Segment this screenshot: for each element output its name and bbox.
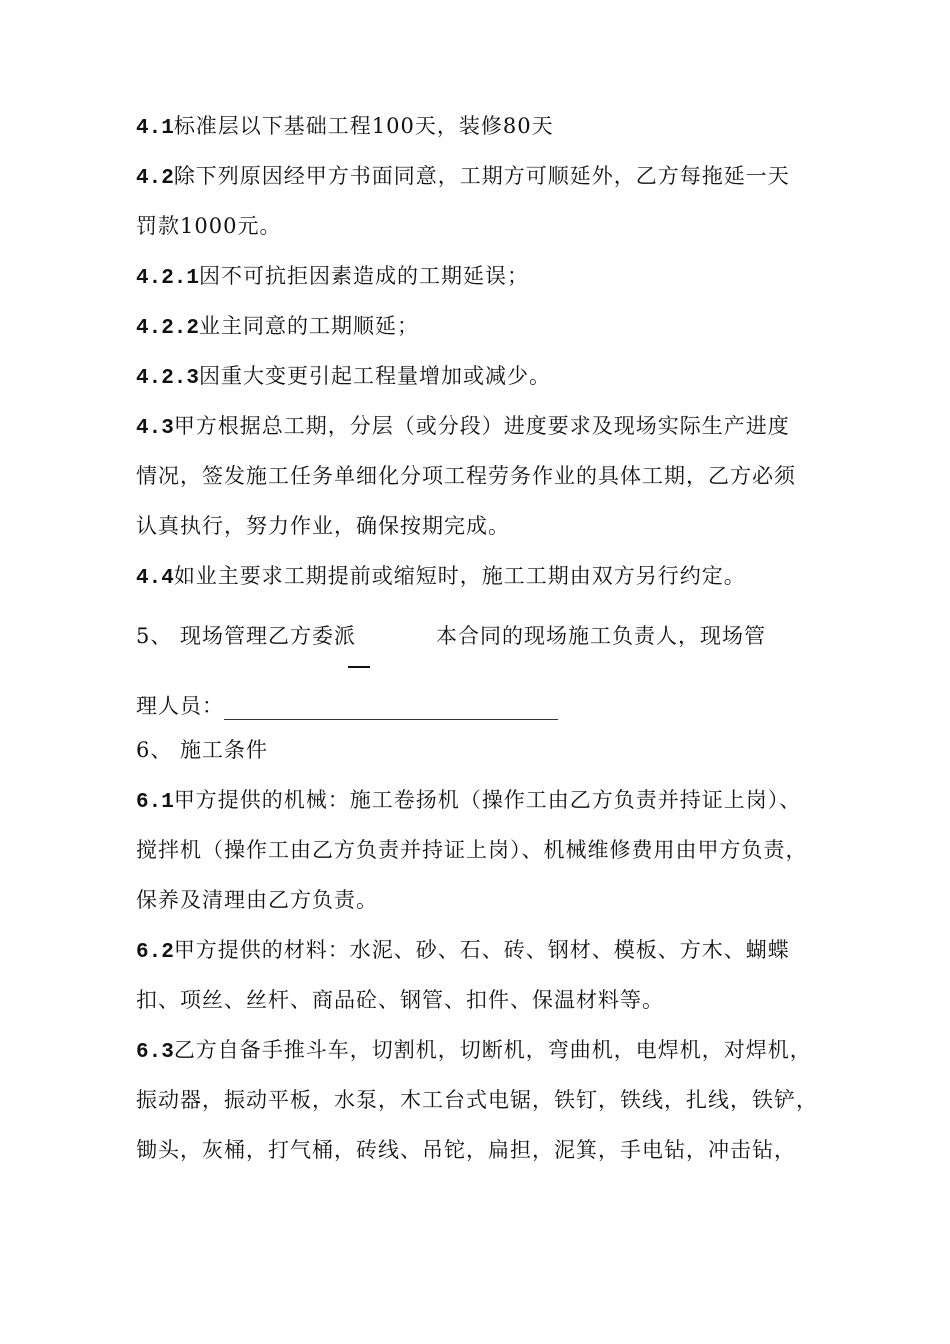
clause-4-2 xyxy=(136,162,790,193)
clause-4-2-1 xyxy=(136,262,529,293)
section-5-cont xyxy=(136,692,558,720)
clause-4-1 xyxy=(136,112,554,143)
clause-text: 锄头，灰桶，打气桶，砖线、吊铊，扁担，泥箕，手电钻，冲击钻， xyxy=(136,1138,796,1162)
clause-4-2-cont xyxy=(136,212,281,240)
clause-number: 4.2.2 xyxy=(136,317,200,340)
clause-text: 罚款1000元。 xyxy=(136,214,282,238)
clause-4-4 xyxy=(136,562,746,593)
clause-6-1-cont1 xyxy=(136,836,808,864)
clause-number: 4.2.1 xyxy=(136,267,200,290)
clause-text: 乙方自备手推斗车，切割机，切断机，弯曲机，电焊机，对焊机， xyxy=(173,1038,812,1062)
clause-number: 4.3 xyxy=(136,417,174,440)
clause-6-1 xyxy=(136,786,801,817)
section-5-prefix: 5、 现场管理乙方委派 xyxy=(136,624,357,648)
clause-4-3 xyxy=(136,412,790,443)
clause-text: 甲方提供的机械：施工卷扬机（操作工由乙方负责并持证上岗）、 xyxy=(173,788,802,812)
staff-blank-field xyxy=(224,701,558,720)
clause-text: 扣、项丝、丝杆、商品砼、钢管、扣件、保温材料等。 xyxy=(136,988,664,1012)
clause-6-3 xyxy=(136,1036,812,1067)
clause-text: 标准层以下基础工程100天，装修80天 xyxy=(173,114,554,138)
clause-text: 保养及清理由乙方负责。 xyxy=(136,888,378,912)
clause-text: 业主同意的工期顺延； xyxy=(199,314,420,338)
name-underline xyxy=(348,666,370,668)
clause-number: 4.4 xyxy=(136,567,174,590)
clause-6-2-cont xyxy=(136,986,664,1014)
clause-text: 除下列原因经甲方书面同意，工期方可顺延外，乙方每拖延一天 xyxy=(173,164,790,188)
section-6-heading xyxy=(136,736,268,764)
clause-text: 因重大变更引起工程量增加或减少。 xyxy=(199,364,552,388)
clause-number: 6.3 xyxy=(136,1041,174,1064)
clause-6-3-cont1 xyxy=(136,1086,818,1114)
clause-number: 4.2.3 xyxy=(136,367,200,390)
section-5-cont-text: 理人员： xyxy=(136,694,224,718)
clause-text: 振动器，振动平板，水泵，木工台式电锯，铁钉，铁线，扎线，铁铲， xyxy=(136,1088,818,1112)
section-6-title: 6、 施工条件 xyxy=(136,738,269,762)
clause-6-3-cont2 xyxy=(136,1136,796,1164)
clause-text: 如业主要求工期提前或缩短时，施工工期由双方另行约定。 xyxy=(173,564,746,588)
clause-4-2-3 xyxy=(136,362,551,393)
clause-text: 因不可抗拒因素造成的工期延误； xyxy=(199,264,530,288)
clause-text: 认真执行，努力作业，确保按期完成。 xyxy=(136,514,510,538)
clause-4-3-cont1 xyxy=(136,462,796,490)
clause-text: 甲方根据总工期，分层（或分段）进度要求及现场实际生产进度 xyxy=(173,414,790,438)
clause-4-3-cont2 xyxy=(136,512,510,540)
clause-6-1-cont2 xyxy=(136,886,378,914)
clause-number: 6.2 xyxy=(136,941,174,964)
clause-4-2-2 xyxy=(136,312,419,343)
clause-number: 6.1 xyxy=(136,791,174,814)
section-5-suffix: 本合同的现场施工负责人，现场管 xyxy=(436,624,767,648)
clause-6-2 xyxy=(136,936,790,967)
section-5-heading xyxy=(136,622,766,650)
clause-number: 4.1 xyxy=(136,117,174,140)
clause-text: 情况，签发施工任务单细化分项工程劳务作业的具体工期，乙方必须 xyxy=(136,464,796,488)
clause-text: 搅拌机（操作工由乙方负责并持证上岗）、机械维修费用由甲方负责， xyxy=(136,838,808,862)
clause-text: 甲方提供的材料：水泥、砂、石、砖、钢材、模板、方木、蝴蝶 xyxy=(173,938,790,962)
clause-number: 4.2 xyxy=(136,167,174,190)
